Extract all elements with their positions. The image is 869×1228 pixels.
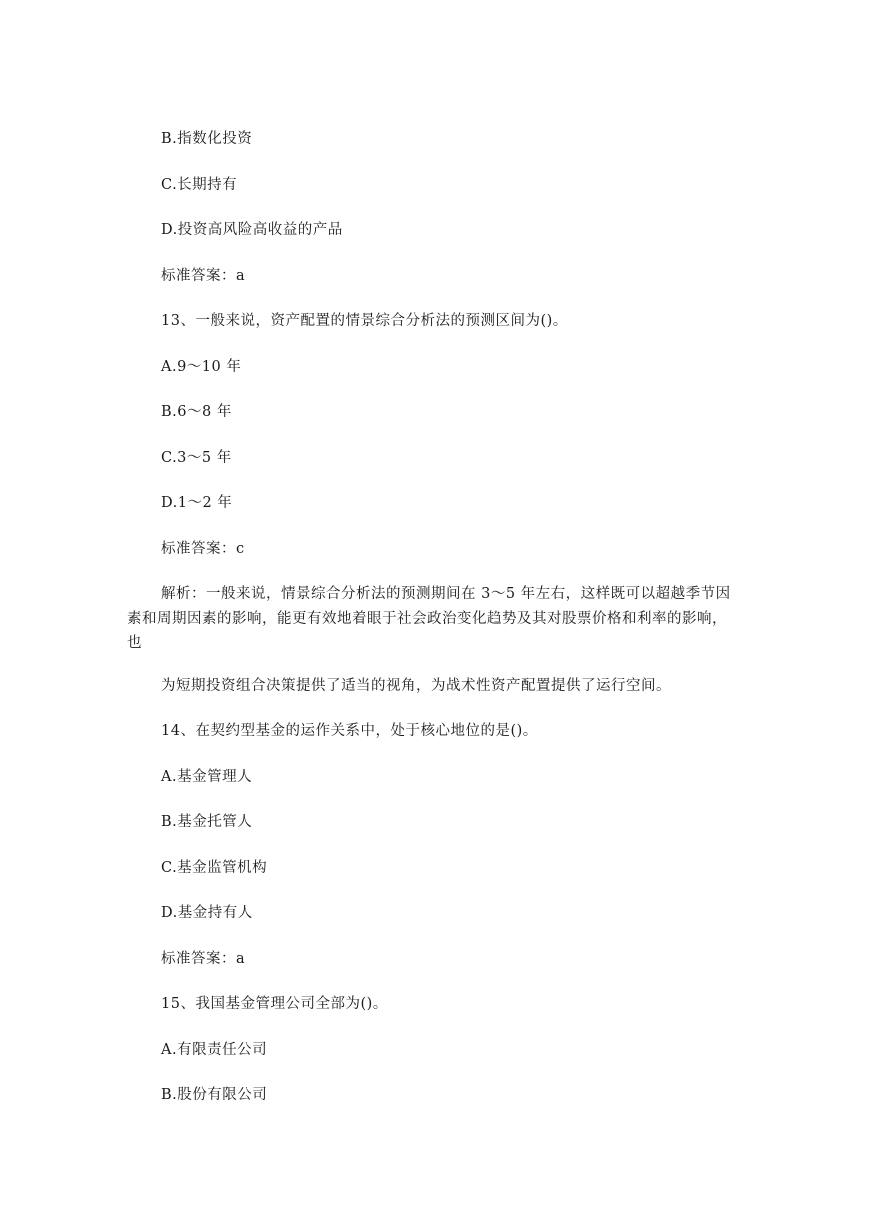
question-13: 13、一般来说，资产配置的情景综合分析法的预测区间为()。 <box>161 313 568 329</box>
q13-option-c: C.3～5 年 <box>161 450 232 466</box>
q13-option-a: A.9～10 年 <box>161 359 242 375</box>
q13-option-b: B.6～8 年 <box>161 404 232 420</box>
option-c-long-term-holding: C.长期持有 <box>161 177 238 193</box>
explanation-line-3: 也 <box>127 635 142 651</box>
q15-option-b: B.股份有限公司 <box>161 1087 268 1103</box>
q14-option-b: B.基金托管人 <box>161 814 253 830</box>
explanation-line-1: 解析：一般来说，情景综合分析法的预测期间在 3～5 年左右，这样既可以超越季节因 <box>161 586 731 602</box>
q14-option-c: C.基金监管机构 <box>161 860 268 876</box>
answer-12: 标准答案：a <box>161 268 246 284</box>
q13-option-d: D.1～2 年 <box>161 495 233 511</box>
answer-14: 标准答案：a <box>161 951 246 967</box>
q15-option-a: A.有限责任公司 <box>161 1042 268 1058</box>
q14-option-a: A.基金管理人 <box>161 769 253 785</box>
question-15: 15、我国基金管理公司全部为()。 <box>161 996 388 1012</box>
explanation-line-4: 为短期投资组合决策提供了适当的视角，为战术性资产配置提供了运行空间。 <box>161 678 671 694</box>
explanation-line-2: 素和周期因素的影响，能更有效地着眼于社会政治变化趋势及其对股票价格和利率的影响， <box>127 611 727 627</box>
option-b-index-investing: B.指数化投资 <box>161 131 253 147</box>
option-d-high-risk-products: D.投资高风险高收益的产品 <box>161 222 343 238</box>
q14-option-d: D.基金持有人 <box>161 905 253 921</box>
answer-13: 标准答案：c <box>161 541 245 557</box>
question-14: 14、在契约型基金的运作关系中，处于核心地位的是()。 <box>161 723 538 739</box>
